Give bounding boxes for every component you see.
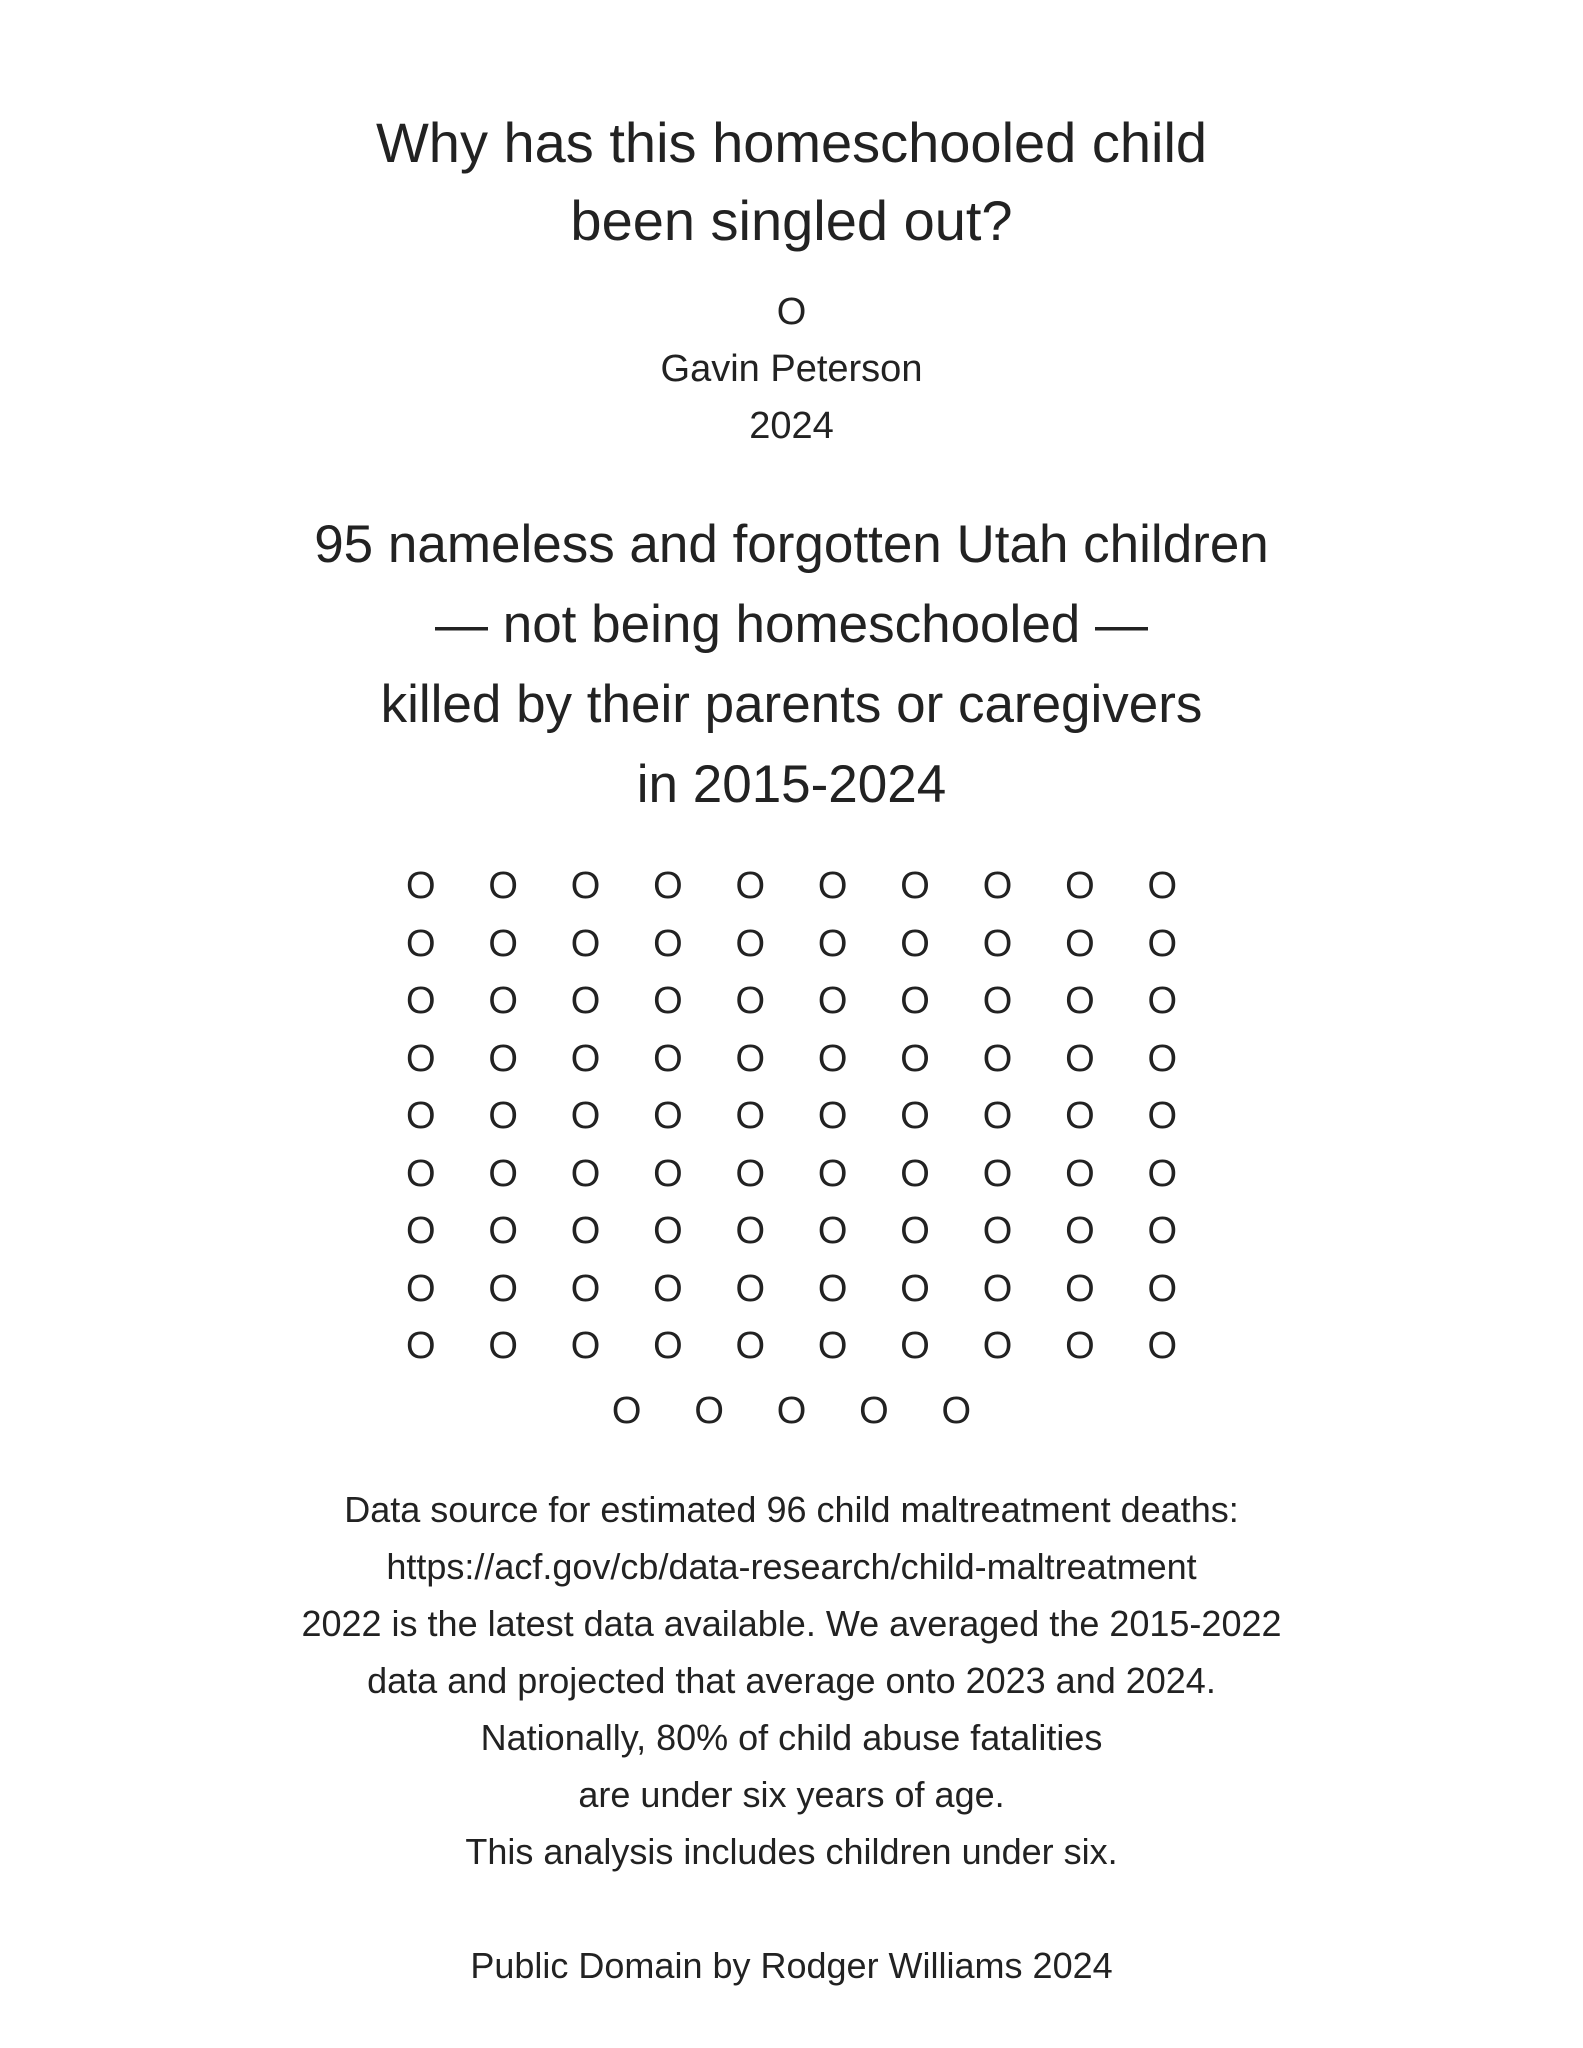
child-mark-icon: O (735, 1267, 766, 1310)
pictogram-row (586, 1383, 998, 1441)
pictogram-row (380, 916, 1204, 974)
child-mark-icon: O (982, 1095, 1013, 1137)
child-mark-icon: O (776, 1390, 807, 1432)
child-mark-icon: O (653, 1152, 683, 1195)
footer-credit (0, 1937, 1583, 1994)
child-mark-icon: O (900, 1325, 930, 1367)
child-mark-icon: O (653, 922, 683, 965)
child-mark-icon: O (570, 1325, 601, 1367)
pictogram-row (380, 858, 1204, 916)
child-mark-icon: O (817, 1267, 848, 1310)
child-mark-icon: O (817, 1095, 848, 1137)
child-mark-icon: O (982, 1325, 1013, 1367)
child-mark-icon: O (405, 865, 436, 907)
child-mark-icon: O (1147, 1152, 1178, 1195)
notes-line: 2022 is the latest data available. We averaged the 2015-2022 (301, 1603, 1282, 1644)
child-mark-icon: O (570, 1152, 601, 1195)
children-pictogram (0, 858, 1583, 1441)
child-mark-icon: O (488, 980, 518, 1022)
child-mark-icon: O (488, 1267, 518, 1310)
child-mark-icon: O (488, 865, 518, 907)
pictogram-row (380, 973, 1204, 1031)
headline-line: 95 nameless and forgotten Utah children (314, 515, 1269, 574)
pictogram-row (380, 1088, 1204, 1146)
notes-line: Data source for estimated 96 child maltreatment deaths: (344, 1489, 1239, 1530)
child-mark-icon: O (1147, 980, 1178, 1022)
title-line: Why has this homeschooled child (375, 111, 1208, 174)
child-mark-icon: O (1065, 1037, 1095, 1080)
child-mark-icon: O (735, 1037, 766, 1080)
child-mark-icon: O (982, 1267, 1013, 1310)
child-mark-icon: O (405, 922, 436, 965)
pictogram-row (380, 1146, 1204, 1204)
child-mark-icon: O (982, 1037, 1013, 1080)
child-mark-icon: O (1065, 980, 1095, 1022)
notes-line: data and projected that average onto 2023 and 2024. (367, 1660, 1216, 1701)
singled-out-child (0, 284, 1583, 455)
pictogram-row (380, 1318, 1204, 1376)
child-mark-icon: O (1065, 922, 1095, 965)
notes-line: are under six years of age. (578, 1774, 1005, 1815)
data-source-notes (0, 1481, 1583, 1880)
child-mark-icon: O (653, 1267, 683, 1310)
child-mark-icon: O (1065, 1095, 1095, 1137)
child-mark-icon: O (1065, 1152, 1095, 1195)
child-mark-icon: O (1147, 1325, 1178, 1367)
notes-line: This analysis includes children under six. (465, 1831, 1118, 1872)
child-mark-icon: O (653, 980, 683, 1022)
child-mark-icon: O (735, 1152, 766, 1195)
child-mark-icon: O (982, 980, 1013, 1022)
child-mark-icon: O (1065, 865, 1095, 907)
child-mark-icon: O (817, 1325, 848, 1367)
child-mark-icon: O (859, 1390, 889, 1432)
child-mark-icon: O (488, 922, 518, 965)
child-mark-icon: O (776, 291, 807, 333)
child-mark-icon: O (570, 922, 601, 965)
child-mark-icon: O (900, 980, 930, 1022)
child-mark-icon: O (817, 865, 848, 907)
child-mark-icon: O (1147, 922, 1178, 965)
child-mark-icon: O (735, 922, 766, 965)
child-mark-icon: O (694, 1390, 724, 1432)
child-mark-icon: O (817, 980, 848, 1022)
child-mark-icon: O (982, 922, 1013, 965)
child-mark-icon: O (817, 1037, 848, 1080)
child-mark-icon: O (570, 1095, 601, 1137)
child-mark-icon: O (405, 1267, 436, 1310)
child-mark-icon: O (1147, 1037, 1178, 1080)
headline-line: — not being homeschooled — (435, 595, 1148, 654)
child-mark-icon: O (941, 1390, 972, 1432)
child-mark-icon: O (735, 1325, 766, 1367)
child-mark-icon: O (735, 980, 766, 1022)
child-mark-icon: O (1065, 1267, 1095, 1310)
child-mark-icon: O (488, 1037, 518, 1080)
child-year: 2024 (749, 405, 834, 447)
child-mark-icon: O (900, 1152, 930, 1195)
pictogram-row (380, 1261, 1204, 1319)
child-mark-icon: O (817, 922, 848, 965)
child-mark-icon: O (900, 1095, 930, 1137)
credit-text: Public Domain by Rodger Williams 2024 (470, 1945, 1113, 1986)
child-mark-icon: O (1147, 1210, 1178, 1252)
child-mark-icon: O (488, 1210, 518, 1252)
child-mark-icon: O (570, 980, 601, 1022)
child-mark-icon: O (653, 865, 683, 907)
notes-line: Nationally, 80% of child abuse fatalities (480, 1717, 1103, 1758)
headline-line: in 2015-2024 (636, 755, 947, 814)
child-mark-icon: O (982, 1210, 1013, 1252)
child-mark-icon: O (1147, 1095, 1178, 1137)
child-mark-icon: O (653, 1210, 683, 1252)
child-mark-icon: O (982, 865, 1013, 907)
child-mark-icon: O (405, 1152, 436, 1195)
pictogram-row (380, 1031, 1204, 1089)
child-mark-icon: O (405, 980, 436, 1022)
child-mark-icon: O (900, 1210, 930, 1252)
child-name: Gavin Peterson (660, 348, 923, 390)
pictogram-row (380, 1203, 1204, 1261)
child-mark-icon: O (488, 1152, 518, 1195)
child-mark-icon: O (488, 1325, 518, 1367)
child-mark-icon: O (735, 865, 766, 907)
child-mark-icon: O (653, 1325, 683, 1367)
child-mark-icon: O (735, 1095, 766, 1137)
headline (0, 505, 1583, 825)
child-mark-icon: O (405, 1037, 436, 1080)
child-mark-icon: O (982, 1152, 1013, 1195)
child-mark-icon: O (900, 865, 930, 907)
child-mark-icon: O (900, 922, 930, 965)
child-mark-icon: O (1065, 1325, 1095, 1367)
child-mark-icon: O (900, 1267, 930, 1310)
source-url: https://acf.gov/cb/data-research/child-maltreatment (386, 1546, 1197, 1587)
child-mark-icon: O (405, 1210, 436, 1252)
child-mark-icon: O (817, 1210, 848, 1252)
child-mark-icon: O (900, 1037, 930, 1080)
child-mark-icon: O (653, 1037, 683, 1080)
headline-line: killed by their parents or caregivers (380, 675, 1203, 734)
child-mark-icon: O (570, 1210, 601, 1252)
child-mark-icon: O (653, 1095, 683, 1137)
child-mark-icon: O (1065, 1210, 1095, 1252)
child-mark-icon: O (570, 1267, 601, 1310)
child-mark-icon: O (405, 1095, 436, 1137)
child-mark-icon: O (735, 1210, 766, 1252)
child-mark-icon: O (611, 1390, 642, 1432)
child-mark-icon: O (1147, 865, 1178, 907)
child-mark-icon: O (570, 865, 601, 907)
child-mark-icon: O (488, 1095, 518, 1137)
child-mark-icon: O (817, 1152, 848, 1195)
page-title (0, 104, 1583, 260)
child-mark-icon: O (570, 1037, 601, 1080)
child-mark-icon: O (1147, 1267, 1178, 1310)
child-mark-icon: O (405, 1325, 436, 1367)
title-line: been singled out? (570, 189, 1013, 252)
